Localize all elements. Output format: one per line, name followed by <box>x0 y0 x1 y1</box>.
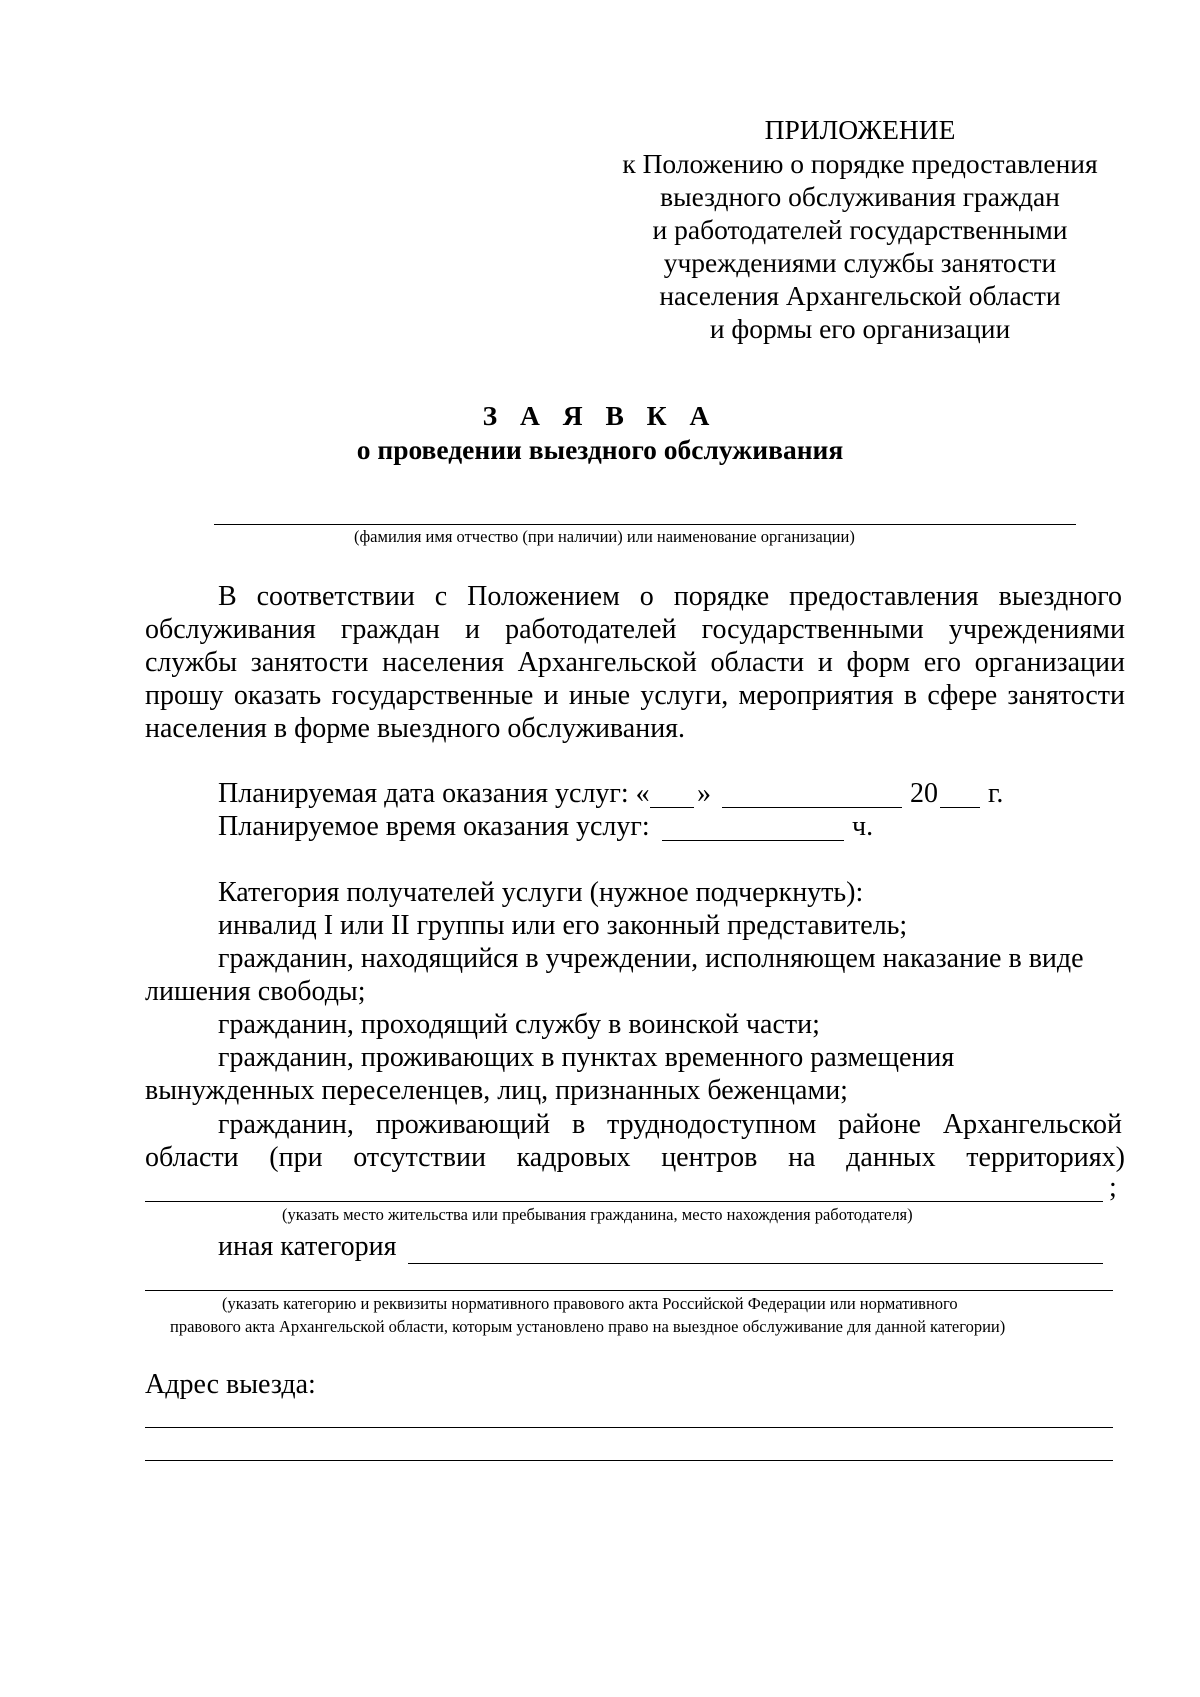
time-suffix: ч. <box>852 811 874 842</box>
annex-block <box>580 113 1140 345</box>
other-category-field-2[interactable] <box>145 1290 1113 1291</box>
intro-line: населения в форме выездного обслуживания. <box>145 713 686 744</box>
category-item[interactable]: гражданин, проживающих в пунктах временного размещения <box>218 1042 955 1073</box>
intro-line: прошу оказать государственные и иные услуги, мероприятия в сфере занятости <box>145 680 1125 711</box>
category-item-cont: вынужденных переселенцев, лиц, признанных беженцами; <box>145 1075 848 1106</box>
date-year-field[interactable] <box>940 807 980 808</box>
category-item-cont: области (при отсутствии кадровых центров на данных территориях) <box>145 1142 1125 1173</box>
annex-line: населения Архангельской области <box>659 280 1061 311</box>
annex-line: и формы его организации <box>709 313 1011 344</box>
other-category-field[interactable] <box>408 1263 1103 1264</box>
annex-line: учреждениями службы занятости <box>663 247 1057 278</box>
residence-field-line[interactable] <box>145 1201 1103 1202</box>
time-field[interactable] <box>662 840 844 841</box>
intro-line: обслуживания граждан и работодателей государственными учреждениями <box>145 614 1125 645</box>
document-title: З А Я В К А <box>482 400 718 431</box>
category-item-cont: лишения свободы; <box>145 976 366 1007</box>
date-month-field[interactable] <box>722 807 902 808</box>
annex-heading: ПРИЛОЖЕНИЕ <box>764 114 956 145</box>
address-label: Адрес выезда: <box>145 1369 316 1400</box>
year-prefix: 20 <box>910 778 938 809</box>
date-label: Планируемая дата оказания услуг: « <box>218 778 650 809</box>
annex-line: к Положению о порядке предоставления <box>622 148 1098 179</box>
category-item[interactable]: гражданин, проходящий службу в воинской части; <box>218 1009 820 1040</box>
residence-caption: (указать место жительства или пребывания гражданина, место нахождения работодателя) <box>282 1205 913 1224</box>
address-field-line[interactable] <box>145 1427 1113 1428</box>
categories-heading: Категория получателей услуги (нужное подчеркнуть): <box>218 877 864 908</box>
other-category-caption: (указать категорию и реквизиты нормативного правового акта Российской Федерации или нормативного <box>222 1294 958 1313</box>
other-category-caption: правового акта Архангельской области, которым установлено право на выездное обслуживание для данной категории) <box>170 1317 1006 1336</box>
annex-line: выездного обслуживания граждан <box>660 181 1060 212</box>
intro-line: В соответствии с Положением о порядке предоставления выездного <box>218 581 1122 612</box>
document-subtitle: о проведении выездного обслуживания <box>356 434 844 465</box>
time-label: Планируемое время оказания услуг: <box>218 811 650 842</box>
date-day-field[interactable] <box>650 807 694 808</box>
intro-line: службы занятости населения Архангельской области и форм его организации <box>145 647 1125 678</box>
date-close-quote: » <box>697 778 711 809</box>
annex-line: и работодателей государственными <box>652 214 1068 245</box>
applicant-field-line[interactable] <box>214 524 1076 525</box>
category-item[interactable]: гражданин, находящийся в учреждении, исполняющем наказание в виде <box>218 943 1084 974</box>
residence-semicolon: ; <box>1109 1172 1117 1203</box>
applicant-caption: (фамилия имя отчество (при наличии) или наименование организации) <box>354 527 855 546</box>
other-category-label: иная категория <box>218 1231 397 1262</box>
category-item[interactable]: гражданин, проживающий в труднодоступном районе Архангельской <box>218 1109 1122 1140</box>
address-field-line-2[interactable] <box>145 1460 1113 1461</box>
category-item[interactable]: инвалид I или II группы или его законный представитель; <box>218 910 908 941</box>
year-suffix: г. <box>988 778 1004 809</box>
